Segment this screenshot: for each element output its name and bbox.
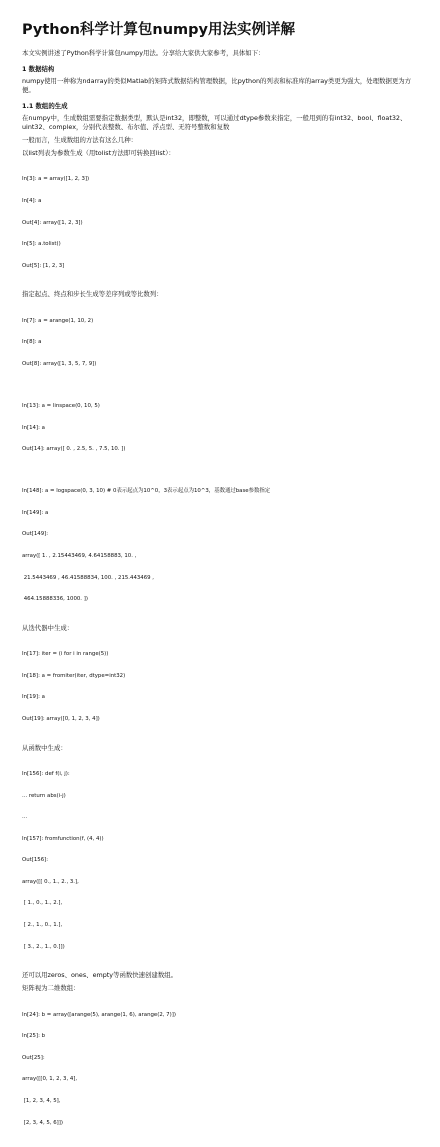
code-line: In[5]: a.tolist() (22, 241, 61, 248)
code-line: In[157]: fromfunction(f, (4, 4)) (22, 835, 104, 842)
section-heading: 1 数据结构 (22, 65, 55, 73)
code-line: Out[8]: array([1, 3, 5, 7, 9]) (22, 360, 97, 367)
range-paragraph: 指定起点、终点和步长生成等差序列或等比数列： (22, 290, 163, 299)
code-line: Out[5]: [1, 2, 3] (22, 262, 65, 269)
code-block-fromfunction (22, 757, 420, 966)
code-line: Out[4]: array([1, 2, 3]) (22, 219, 83, 226)
code-line: In[3]: a = array([1, 2, 3]) (22, 176, 90, 183)
code-line: In[14]: a (22, 424, 45, 431)
code-block-matrix (22, 997, 420, 1141)
code-line: In[17]: iter = (i for i in range(5)) (22, 651, 109, 658)
code-block-list (22, 162, 420, 284)
code-line: 21.5443469 , 46.41588834, 100. , 215.443469 , (22, 574, 155, 581)
func-paragraph: 从函数中生成： (22, 743, 67, 752)
iter-paragraph: 从迭代器中生成： (22, 623, 74, 632)
list-paragraph: 以list列表为参数生成（用tolist方法即可转换回list）： (22, 149, 175, 157)
code-line: ... (22, 814, 28, 821)
code-line: In[149]: a (22, 509, 49, 516)
code-line: [1, 2, 3, 4, 5], (22, 1098, 61, 1105)
code-line: In[8]: a (22, 339, 42, 346)
code-line: 464.15888336, 1000. ]) (22, 596, 88, 603)
page-title: Python科学计算包numpy用法实例详解 (22, 22, 295, 38)
document-page (22, 12, 420, 1147)
code-line: array([ 1. , 2.15443469, 4.64158883, 10. , (22, 552, 137, 559)
code-line: [2, 3, 4, 5, 6]]) (22, 1119, 63, 1126)
code-line: In[18]: a = fromiter(iter, dtype=int32) (22, 672, 126, 679)
code-line: In[4]: a (22, 198, 42, 204)
code-line: In[19]: a (22, 694, 45, 701)
intro-paragraph: 本文实例讲述了Python科学计算包numpy用法。分享给大家供大家参考，具体如下： (22, 49, 265, 57)
subsection-heading: 1.1 数组的生成 (22, 102, 68, 110)
code-line: Out[14]: array([ 0. , 2.5, 5. , 7.5, 10. ]) (22, 446, 126, 453)
types-paragraph: 在numpy中，生成数组需要指定数据类型，默认是int32，即整数，可以通过dtype参数来指定，一般用到的有int32、bool、float32、uint32、complex，分别代表整数、布尔值、浮点型、无符号整数和复数 (22, 114, 407, 131)
methods-paragraph: 一般而言，生成数组的方法有这么几种： (22, 136, 138, 144)
code-line: In[156]: def f(i, j): (22, 770, 70, 777)
code-line: Out[156]: (22, 857, 49, 864)
zeros-paragraph: 还可以用zeros、ones、empty等函数快速创建数组。 (22, 971, 177, 980)
structure-paragraph: numpy使用一种称为ndarray的类似Matlab的矩阵式数据结构管理数据，比python的列表和标准库的array类更为强大，处理数据更为方便。 (22, 77, 412, 94)
code-line: [ 3., 2., 1., 0.]]) (22, 943, 65, 950)
code-line: In[13]: a = linspace(0, 10, 5) (22, 402, 100, 409)
code-block-logspace (22, 474, 420, 618)
code-line: array([[0, 1, 2, 3, 4], (22, 1076, 78, 1083)
code-line: array([[ 0., 1., 2., 3.], (22, 878, 79, 885)
code-block-fromiter (22, 637, 420, 738)
code-line: Out[149]: (22, 531, 49, 538)
code-block-arange (22, 303, 420, 382)
code-block-linspace (22, 389, 420, 468)
code-line: ... return abs(i-j) (22, 792, 66, 799)
code-line: [ 1., 0., 1., 2.], (22, 900, 63, 907)
code-line: In[24]: b = array([arange(5), arange(1, 6), arange(2, 7)]) (22, 1011, 176, 1018)
code-line: [ 2., 1., 0., 1.], (22, 922, 63, 929)
matrix-paragraph: 矩阵视为二维数组： (22, 984, 80, 993)
code-line: In[25]: b (22, 1033, 46, 1040)
code-line: In[148]: a = logspace(0, 3, 10) # 0表示起点为10^0，3表示起点为10^3，基数通过base参数指定 (22, 488, 271, 495)
code-line: Out[25]: (22, 1054, 45, 1061)
code-line: Out[19]: array([0, 1, 2, 3, 4]) (22, 715, 100, 722)
code-line: In[7]: a = arange(1, 10, 2) (22, 317, 94, 324)
